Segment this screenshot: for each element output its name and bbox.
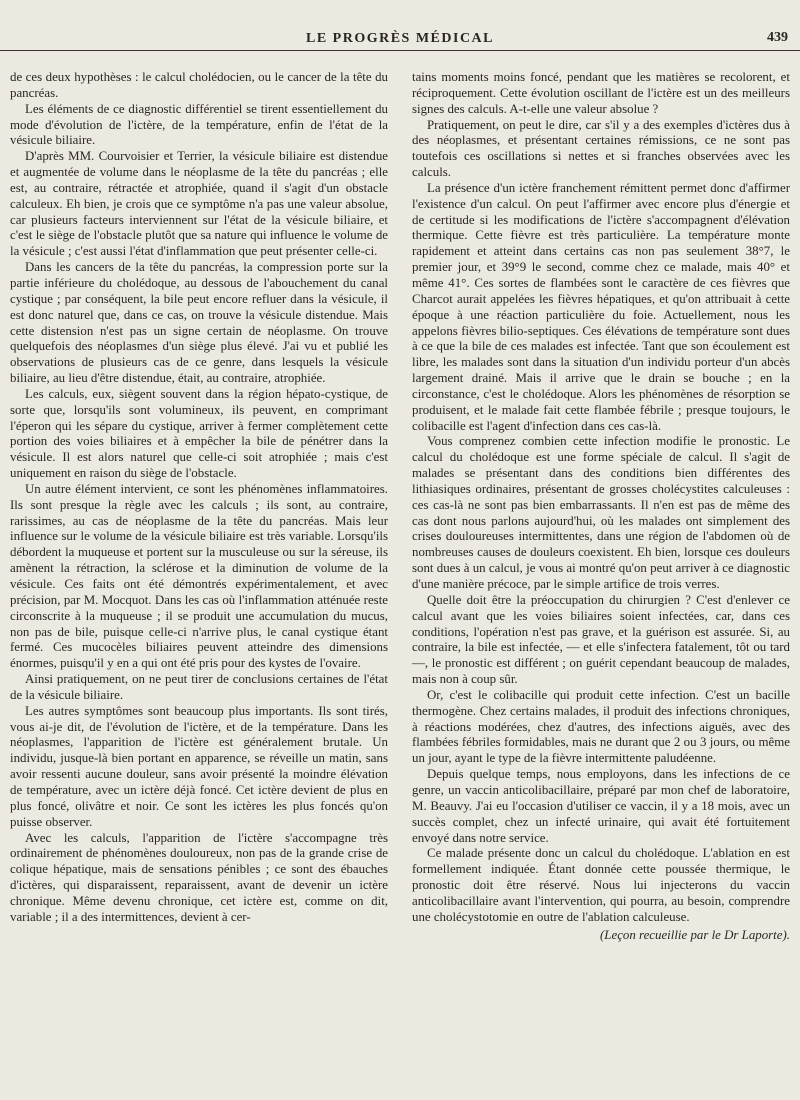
paragraph: Avec les calculs, l'apparition de l'ictère s'accompagne très ordinairement de phénomènes douloureux, non pas de la grande crise de colique hépatique, mais de sensations pénibles ; ce sont des ébauches d'ictères, qui disparaissent, reparaissent, avant de devenir un ictère chronique. Même devenu chronique, cet ictère est, comme on dit, variable ; il a des intermittences, devient à cer- xyxy=(10,830,388,924)
paragraph: D'après MM. Courvoisier et Terrier, la vésicule biliaire est distendue et augmentée de volume dans le néoplasme de la tête du pancréas ; elle est, au contraire, rétractée et atrophiée, quand il s'agit d'un obstacle calculeux. Eh bien, je crois que ce symptôme n'a pas une valeur absolue, car plusieurs facteurs interviennent sur l'état de la vésicule biliaire, et c'est le siège de l'obstacle plutôt que sa nature qui influence le volume de la vésicule ; c'est aussi l'état d'inflammation que peut présenter celle-ci. xyxy=(10,149,388,259)
paragraph: Ainsi pratiquement, on ne peut tirer de conclusions certaines de l'état de la vésicule biliaire. xyxy=(10,672,388,702)
paragraph: Depuis quelque temps, nous employons, dans les infections de ce genre, un vaccin anticolibacillaire, préparé par mon chef de laboratoire, M. Beauvy. J'ai eu l'occasion d'utiliser ce vaccin, il y a 18 mois, avec un succès complet, chez un infecté urinaire, qui avait été fortuitement envoyé dans notre service. xyxy=(412,767,790,845)
paragraph: Ce malade présente donc un calcul du cholédoque. L'ablation en est formellement indiquée. Étant donnée cette poussée thermique, le pronostic doit être réservé. Nous lui injecterons du vaccin anticolibacillaire avant l'intervention, qui pourra, au besoin, comprendre une cholécystotomie en outre de l'ablation calculeuse. xyxy=(412,846,790,924)
left-column xyxy=(10,70,388,926)
paragraph: Pratiquement, on peut le dire, car s'il y a des exemples d'ictères dus à des néoplasmes, et présentant certaines rémissions, ce ne sont pas toutefois ces oscillations si nettes et si franches observées avec les calculs. xyxy=(412,117,790,180)
signature-line xyxy=(412,928,790,944)
paragraph: tains moments moins foncé, pendant que les matières se recolorent, et réciproquement. Cette évolution oscillant de l'ictère est un des meilleurs signes des calculs. A-t-elle une valeur absolue ? xyxy=(412,70,790,116)
right-column xyxy=(412,70,790,943)
paragraph: Les autres symptômes sont beaucoup plus importants. Ils sont tirés, vous ai-je dit, de l'évolution de l'ictère, et de la température. Dans les néoplasmes, l'apparition de l'ictère est généralement brutale. Un individu, jusque-là bien portant en apparence, se réveille un matin, sans avoir ressenti aucune douleur, sans avoir présenté la moindre élévation de température, avec un ictère déjà foncé. Cet ictère devient de plus en plus foncé, olivâtre et noir. Ce sont les ictères les plus foncés qu'on puisse observer. xyxy=(10,703,388,829)
journal-title: LE PROGRÈS MÉDICAL xyxy=(305,31,495,46)
paragraph: Dans les cancers de la tête du pancréas, la compression porte sur la partie inférieure du cholédoque, au dessous de l'abouchement du canal cystique ; par conséquent, la bile peut encore refluer dans la vésicule, il est donc naturel que, dans ce cas, on trouve la vésicule distendue. Mais cette distension n'est pas un signe certain de néoplasme. On trouve quelquefois des néoplasmes d'un siège plus élevé. J'ai vu et publié les observations de plusieurs cas de ce genre, dans lesquels la vésicule biliaire, au lieu d'être distendue, était, au contraire, atrophiée. xyxy=(10,260,388,386)
running-header xyxy=(0,20,800,51)
signature: (Leçon recueillie par le Dr Laporte). xyxy=(600,927,790,942)
paragraph: Les éléments de ce diagnostic différentiel se tirent essentiellement du mode d'évolution de l'ictère, de la température, enfin de l'état de la vésicule biliaire. xyxy=(10,101,388,148)
paragraph: Quelle doit être la préoccupation du chirurgien ? C'est d'enlever ce calcul avant que les voies biliaires soient infectées, car, dans ces conditions, l'opération n'est pas grave, et la guérison est assurée. Si, au contraire, la bile est infectée, — et elle s'infectera fatalement, tôt ou tard —, le pronostic est différent ; on guérit cependant beaucoup de malades, mais non à coup sûr. xyxy=(412,592,790,687)
paragraph: Un autre élément intervient, ce sont les phénomènes inflammatoires. Ils sont presque la règle avec les calculs ; ils sont, au contraire, rarissimes, au cas de néoplasme de la tête du pancréas. Mais leur influence sur le volume de la vésicule biliaire est très variable. Lorsqu'ils débordent la muqueuse et portent sur la musculeuse ou sur la séreuse, ils amènent la rétraction, la sclérose et la diminution de volume de la vésicule. Ces faits ont été démontrés expérimentalement, et avec précision, par M. Mocquot. Dans les cas où l'inflammation atténuée reste circonscrite à la muqueuse ; il se produit une accumulation du mucus, non pas de bile, puisque celle-ci n'arrive plus, le canal cystique étant fermé. Ces mucocèles biliaires peuvent atteindre des dimensions énormes, puisqu'il y en a qui ont été pris pour des kystes de l'ovaire. xyxy=(10,481,388,671)
paragraph: Or, c'est le colibacille qui produit cette infection. C'est un bacille thermogène. Chez certains malades, il produit des infections chroniques, à réactions modérées, chez d'autres, des infections aiguës, avec des flambées fébriles formidables, mais ne durant que 2 ou 3 jours, ou même un jour, ayant le type de la fièvre intermittente paludéenne. xyxy=(412,687,790,766)
paragraph: La présence d'un ictère franchement rémittent permet donc d'affirmer l'existence d'un calcul. On peut l'affirmer avec encore plus d'énergie et de certitude si les modifications de l'ictère s'accompagnent d'élévation thermique. Cette fièvre est très particulière. La température monte rapidement et atteint dans certains cas non pas seulement 38°7, le premier jour, et 39°9 le second, comme chez ce malade, mais 40° et même 41°. Ces sortes de flambées sont le caractère de ces fièvres que Charcot aurait appelées les fièvres hépatiques, et qu'on attribuait à cette époque à une réaction particulière du foie. Actuellement, nous les appelons fièvres bilio-septiques. Ces élévations de température sont dues à ce que la bile de ces malades est infectée. Tant que son écoulement est libre, les malades sont dans la situation d'un individu porteur d'un abcès largement drainé. Mais il arrive que le drain se bouche ; en la circonstance, c'est le cholédoque. Alors les phénomènes de résorption se produisent, et le malade fait cette flambée fébrile ; presque toujours, le colibacille est l'agent d'infection dans ces cas-là. xyxy=(412,180,790,433)
paragraph: de ces deux hypothèses : le calcul cholédocien, ou le cancer de la tête du pancréas. xyxy=(10,70,388,100)
paragraph: Vous comprenez combien cette infection modifie le pronostic. Le calcul du cholédoque est une forme spéciale de calcul. Il s'agit de malades se présentant dans des conditions bien différentes des lithiasiques ordinaires, présentant de grosses cholécystites calculeuses : ces cas-là ne sont pas bien embarrassants. Il n'en est pas de même des cas dont nous parlons aujourd'hui, où les malades ont simplement des crises douloureuses intermittentes, dans une région de l'abdomen où de nombreuses causes de douleurs coexistent. Eh bien, lorsque ces douleurs sont dues à un calcul, je vous ai montré qu'on peut arriver à ce diagnostic d'une manière précoce, par le simple artifice de trois verres. xyxy=(412,434,790,591)
page-number: 439 xyxy=(767,30,788,45)
paragraph: Les calculs, eux, siègent souvent dans la région hépato-cystique, de sorte que, lorsqu'ils sont volumineux, ils peuvent, en comprimant l'éperon qui les sépare du cystique, arriver à fermer complètement cette portion des voies biliaires et à empêcher la bile de pénétrer dans la vésicule. Il est alors naturel que celle-ci soit atrophiée ; mais c'est uniquement en raison du siège de l'obstacle. xyxy=(10,386,388,481)
